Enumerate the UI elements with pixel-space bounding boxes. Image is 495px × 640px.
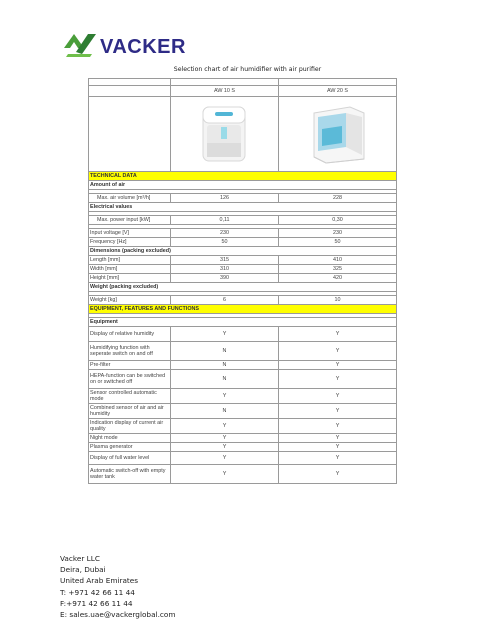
width-aw10s: 310 bbox=[171, 265, 279, 274]
feature-label: Display of full water level bbox=[89, 452, 171, 465]
air-volume-label: Max. air volume [m³/h] bbox=[89, 194, 171, 203]
feature-aw20s: Y bbox=[279, 342, 397, 361]
equipment-heading: Equipment bbox=[89, 318, 397, 327]
aw10s-product-image bbox=[195, 103, 255, 165]
feature-aw10s: Y bbox=[171, 452, 279, 465]
frequency-aw10s: 50 bbox=[171, 238, 279, 247]
amount-of-air-heading: Amount of air bbox=[89, 181, 397, 190]
feature-label: Sensor controlled automatic mode bbox=[89, 389, 171, 404]
model-header-aw10s: AW 10 S bbox=[171, 86, 279, 97]
feature-aw20s: Y bbox=[279, 434, 397, 443]
feature-aw10s: Y bbox=[171, 327, 279, 342]
voltage-aw20s: 230 bbox=[279, 229, 397, 238]
feature-label: Night mode bbox=[89, 434, 171, 443]
length-label: Length [mm] bbox=[89, 256, 171, 265]
weight-label: Weight [kg] bbox=[89, 296, 171, 305]
feature-aw10s: Y bbox=[171, 465, 279, 484]
feature-label: HEPA-function can be switched on or switched off bbox=[89, 370, 171, 389]
dimensions-heading: Dimensions (packing excluded) bbox=[89, 247, 397, 256]
feature-aw20s: Y bbox=[279, 404, 397, 419]
feature-label: Indication display of current air quality bbox=[89, 419, 171, 434]
email-link[interactable]: E: sales.uae@vackerglobal.com bbox=[60, 610, 176, 620]
air-volume-aw20s: 228 bbox=[279, 194, 397, 203]
feature-aw20s: Y bbox=[279, 419, 397, 434]
selection-chart-table bbox=[88, 78, 397, 484]
feature-aw20s: Y bbox=[279, 465, 397, 484]
technical-data-heading: TECHNICAL DATA bbox=[89, 172, 397, 181]
feature-aw20s: Y bbox=[279, 370, 397, 389]
feature-aw10s: Y bbox=[171, 443, 279, 452]
weight-aw20s: 10 bbox=[279, 296, 397, 305]
frequency-aw20s: 50 bbox=[279, 238, 397, 247]
phone-number: T: +971 42 66 11 44 bbox=[60, 587, 135, 597]
feature-label: Plasma generator bbox=[89, 443, 171, 452]
weight-aw10s: 6 bbox=[171, 296, 279, 305]
fax-number: F:+971 42 66 11 44 bbox=[60, 598, 133, 608]
feature-aw20s: Y bbox=[279, 389, 397, 404]
feature-label: Pre-filter bbox=[89, 361, 171, 370]
width-label: Width [mm] bbox=[89, 265, 171, 274]
feature-label: Humidifying function with seperate switch on and off bbox=[89, 342, 171, 361]
voltage-label: Input voltage [V] bbox=[89, 229, 171, 238]
feature-aw20s: Y bbox=[279, 361, 397, 370]
feature-aw20s: Y bbox=[279, 452, 397, 465]
logo-wordmark: VACKER bbox=[100, 36, 186, 58]
frequency-label: Frequency [Hz] bbox=[89, 238, 171, 247]
feature-aw10s: Y bbox=[171, 419, 279, 434]
air-volume-aw10s: 126 bbox=[171, 194, 279, 203]
power-label: Max. power input [kW] bbox=[89, 216, 171, 225]
length-aw10s: 315 bbox=[171, 256, 279, 265]
feature-aw10s: Y bbox=[171, 434, 279, 443]
aw20s-product-image bbox=[306, 103, 370, 165]
contact-footer bbox=[60, 553, 175, 620]
length-aw20s: 410 bbox=[279, 256, 397, 265]
feature-aw10s: N bbox=[171, 361, 279, 370]
power-aw10s: 0,11 bbox=[171, 216, 279, 225]
feature-label: Automatic switch-off with empty water tank bbox=[89, 465, 171, 484]
feature-label: Combined sensor of air and air humidity bbox=[89, 404, 171, 419]
electrical-values-heading: Electrical values bbox=[89, 203, 397, 212]
address-area: Deira, Dubai bbox=[60, 565, 106, 575]
vacker-logo bbox=[62, 28, 192, 62]
width-aw20s: 325 bbox=[279, 265, 397, 274]
power-aw20s: 0,30 bbox=[279, 216, 397, 225]
feature-label: Display of relative humidity bbox=[89, 327, 171, 342]
height-label: Height [mm] bbox=[89, 274, 171, 283]
voltage-aw10s: 230 bbox=[171, 229, 279, 238]
company-name: Vacker LLC bbox=[60, 554, 100, 563]
height-aw20s: 420 bbox=[279, 274, 397, 283]
feature-aw20s: Y bbox=[279, 327, 397, 342]
model-header-aw20s: AW 20 S bbox=[279, 86, 397, 97]
feature-aw20s: Y bbox=[279, 443, 397, 452]
feature-aw10s: N bbox=[171, 370, 279, 389]
feature-aw10s: N bbox=[171, 342, 279, 361]
weight-heading: Weight (packing excluded) bbox=[89, 283, 397, 292]
address-country: United Arab Emirates bbox=[60, 576, 139, 586]
equipment-section-heading: EQUIPMENT, FEATURES AND FUNCTIONS bbox=[89, 305, 397, 314]
feature-aw10s: N bbox=[171, 404, 279, 419]
page-title: Selection chart of air humidifier with air purifier bbox=[173, 66, 322, 73]
height-aw10s: 390 bbox=[171, 274, 279, 283]
feature-aw10s: Y bbox=[171, 389, 279, 404]
